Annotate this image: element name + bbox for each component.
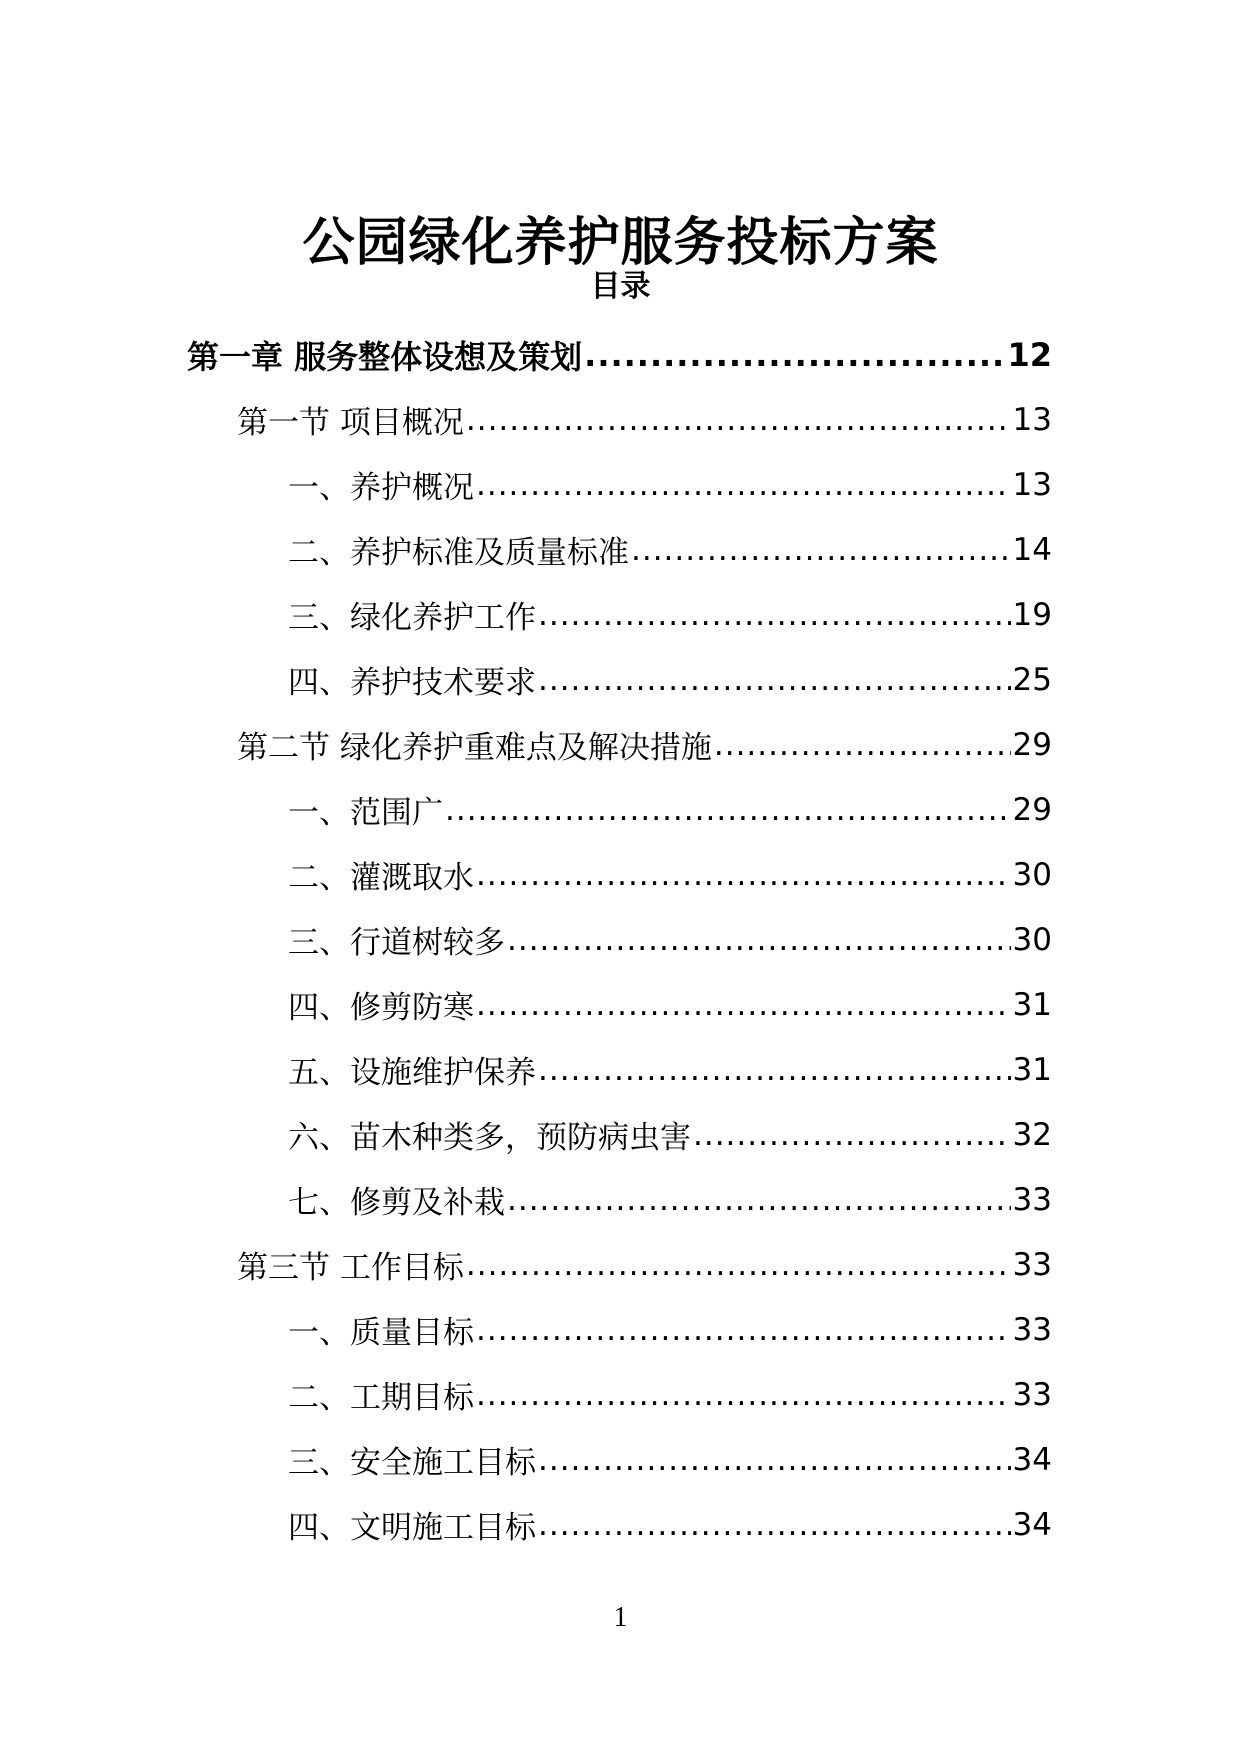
toc-section-entry[interactable]: [0, 712, 1241, 777]
toc-entry-page: 29: [1012, 726, 1052, 763]
toc-entry-label: 三、绿化养护工作: [288, 600, 536, 636]
toc-section-entry[interactable]: [0, 387, 1241, 452]
toc-entry-page: 31: [1012, 1051, 1052, 1088]
toc-chapter-entry[interactable]: [0, 322, 1241, 387]
toc-dot-leader: [538, 597, 1011, 633]
toc-entry-page: 13: [1012, 401, 1052, 438]
toc-dot-leader: [466, 1247, 1011, 1283]
toc-entry-label: 四、文明施工目标: [288, 1510, 536, 1546]
toc-subsection-entry[interactable]: [0, 1427, 1241, 1492]
toc-dot-leader: [714, 727, 1011, 763]
toc-dot-leader: [631, 532, 1011, 568]
toc-dot-leader: [476, 987, 1011, 1023]
toc-entry-page: 30: [1012, 856, 1052, 893]
toc-dot-leader: [538, 1507, 1011, 1543]
toc-subsection-entry[interactable]: [0, 1037, 1241, 1102]
page-number: 1: [613, 1602, 628, 1633]
toc-dot-leader: [507, 922, 1011, 958]
toc-dot-leader: [476, 1377, 1011, 1413]
toc-dot-leader: [538, 1052, 1011, 1088]
toc-dot-leader: [476, 857, 1011, 893]
toc-dot-leader: [693, 1117, 1011, 1153]
toc-entry-label: 五、设施维护保养: [288, 1055, 536, 1091]
toc-section-entry[interactable]: [0, 1232, 1241, 1297]
toc-dot-leader: [538, 662, 1011, 698]
toc-subsection-entry[interactable]: [0, 777, 1241, 842]
toc-subsection-entry[interactable]: [0, 1297, 1241, 1362]
toc-entry-label: 第三节 工作目标: [237, 1250, 464, 1286]
toc-entry-page: 32: [1012, 1116, 1052, 1153]
toc-entry-label: 一、质量目标: [288, 1315, 474, 1351]
toc-entry-page: 13: [1012, 466, 1052, 503]
toc-entry-page: 25: [1012, 661, 1052, 698]
toc-subsection-entry[interactable]: [0, 1167, 1241, 1232]
toc-subsection-entry[interactable]: [0, 972, 1241, 1037]
toc-entry-page: 34: [1012, 1441, 1052, 1478]
toc-entry-page: 33: [1012, 1376, 1052, 1413]
toc-subsection-entry[interactable]: [0, 1492, 1241, 1557]
toc-entry-page: 31: [1012, 986, 1052, 1023]
toc-subsection-entry[interactable]: [0, 517, 1241, 582]
toc-entry-page: 30: [1012, 921, 1052, 958]
toc-entry-label: 七、修剪及补栽: [288, 1185, 505, 1221]
toc-entry-label: 二、工期目标: [288, 1380, 474, 1416]
toc-subsection-entry[interactable]: [0, 1362, 1241, 1427]
toc-entry-page: 33: [1012, 1181, 1052, 1218]
toc-heading: 目录: [590, 269, 651, 304]
toc-entry-label: 四、修剪防寒: [288, 990, 474, 1026]
toc-dot-leader: [476, 1312, 1011, 1348]
toc-subsection-entry[interactable]: [0, 582, 1241, 647]
toc-entry-page: 14: [1012, 531, 1052, 568]
toc-subsection-entry[interactable]: [0, 842, 1241, 907]
toc-entry-label: 六、苗木种类多，预防病虫害: [288, 1120, 691, 1156]
toc-entry-label: 三、安全施工目标: [288, 1445, 536, 1481]
document-title: 公园绿化养护服务投标方案: [302, 212, 939, 273]
toc-entry-label: 第一节 项目概况: [237, 405, 464, 441]
toc-entry-label: 二、灌溉取水: [288, 860, 474, 896]
toc-entry-label: 四、养护技术要求: [288, 665, 536, 701]
toc-dot-leader: [538, 1442, 1011, 1478]
toc-subsection-entry[interactable]: [0, 452, 1241, 517]
toc-entry-page: 34: [1012, 1506, 1052, 1543]
toc-entry-label: 第二节 绿化养护重难点及解决措施: [237, 730, 712, 766]
toc-subsection-entry[interactable]: [0, 647, 1241, 712]
toc-entry-page: 33: [1012, 1311, 1052, 1348]
toc-entry-label: 一、范围广: [288, 795, 443, 831]
toc-subsection-entry[interactable]: [0, 907, 1241, 972]
toc-entry-page: 33: [1012, 1246, 1052, 1283]
toc-dot-leader: [584, 336, 1005, 374]
toc-entry-page: 29: [1012, 791, 1052, 828]
toc-entry-page: 19: [1012, 596, 1052, 633]
toc-entry-page: 12: [1007, 335, 1052, 374]
toc-entry-label: 三、行道树较多: [288, 925, 505, 961]
toc-dot-leader: [476, 467, 1011, 503]
table-of-contents: [0, 322, 1241, 1557]
toc-entry-label: 一、养护概况: [288, 470, 474, 506]
toc-subsection-entry[interactable]: [0, 1102, 1241, 1167]
toc-entry-label: 二、养护标准及质量标准: [288, 535, 629, 571]
toc-entry-label: 第一章 服务整体设想及策划: [187, 337, 583, 376]
toc-dot-leader: [507, 1182, 1011, 1218]
toc-dot-leader: [466, 402, 1011, 438]
toc-dot-leader: [445, 792, 1011, 828]
